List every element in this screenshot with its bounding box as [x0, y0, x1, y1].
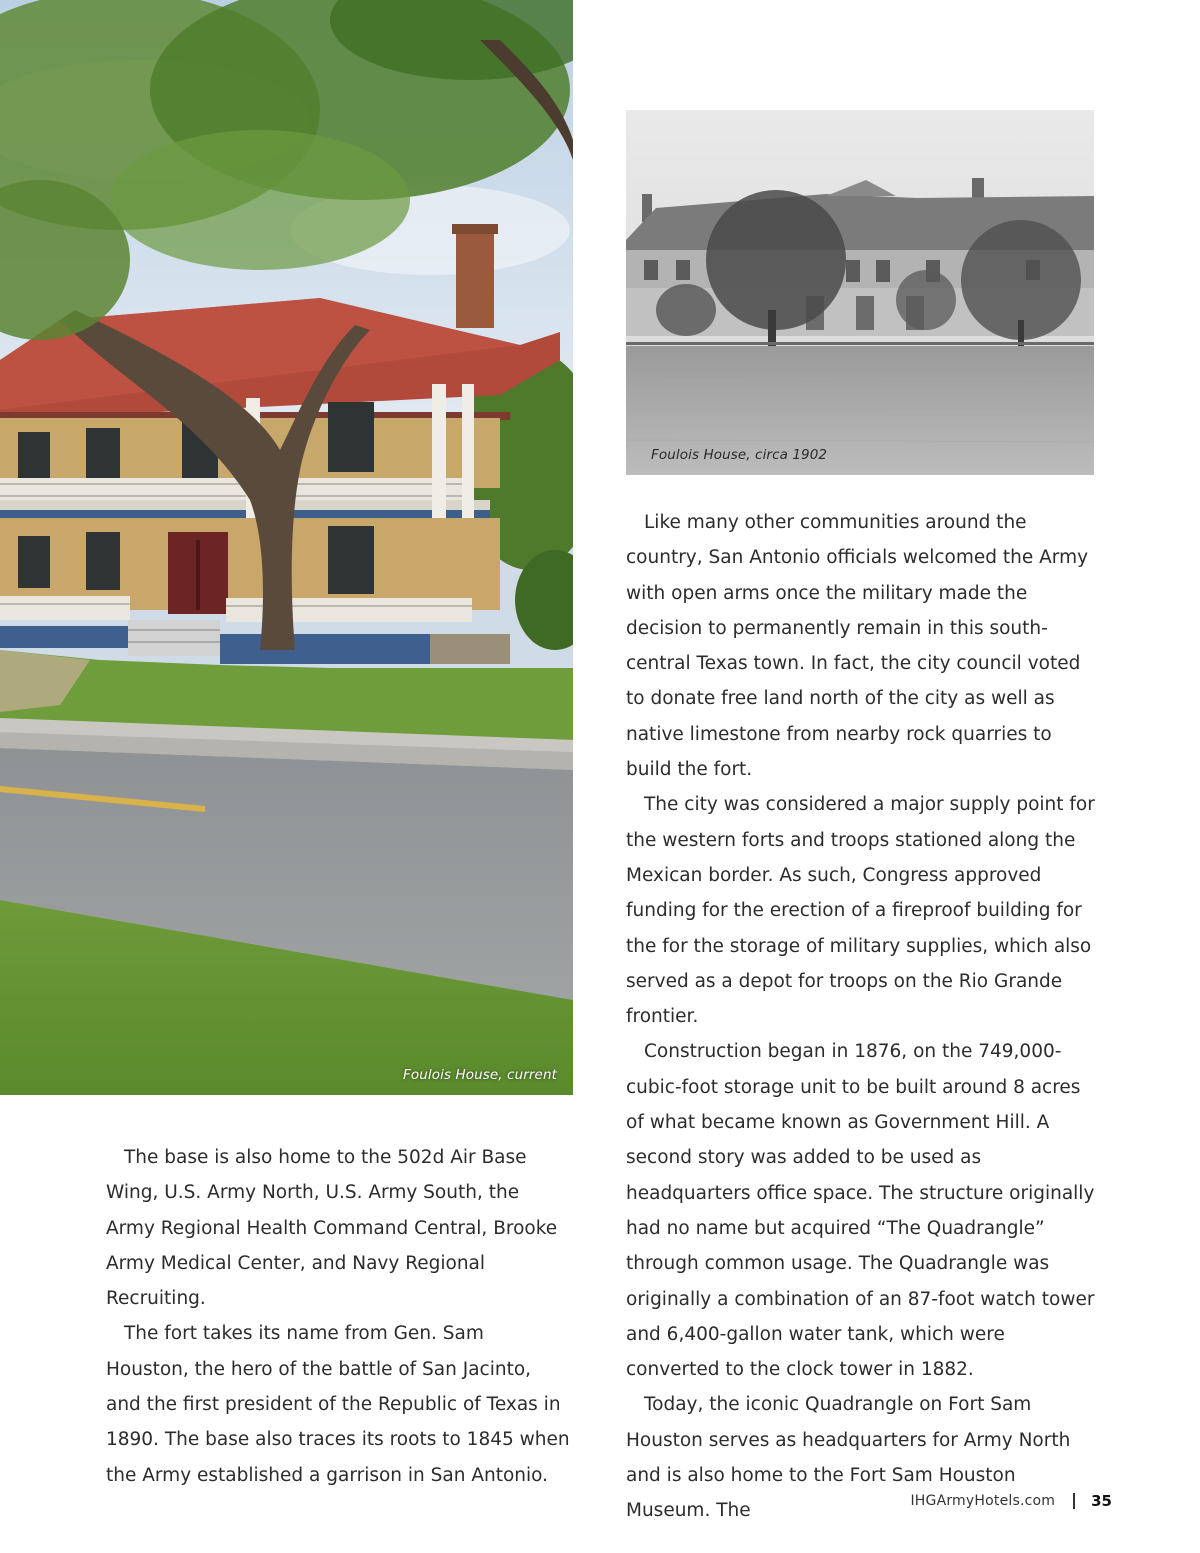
foulois-house-current-photo — [0, 0, 573, 1095]
paragraph: Construction began in 1876, on the 749,000-cubic-foot storage unit to be built around 8 acres of what became known as Government Hill. A second story was added to be used as headquarters office space. The structure originally had no name but acquired “The Quadrangle” through common usage. The Quadrangle was originally a combination of an 87-foot watch tower and 6,400-gallon water tank, which were converted to the clock tower in 1882. — [626, 1041, 1095, 1381]
page-footer — [910, 1490, 1112, 1512]
page-number: 35 — [1091, 1492, 1112, 1510]
current-photo-caption: Foulois House, current — [403, 1067, 557, 1083]
paragraph: The fort takes its name from Gen. Sam Houston, the hero of the battle of San Jacinto, and the first president of the Republic of Texas in 1890. The base also traces its roots to 1845 when the Army established a garrison in San Antonio. — [106, 1323, 570, 1486]
left-text-column — [106, 1140, 570, 1493]
paragraph: The city was considered a major supply point for the western forts and troops stationed along the Mexican border. As such, Congress approved funding for the erection of a fireproof building for the for the storage of military supplies, which also served as a depot for troops on the Rio Grande frontier. — [626, 794, 1095, 1028]
foulois-house-historic-photo — [626, 110, 1094, 475]
foulois-house-current-illustration — [0, 0, 573, 1095]
right-text-column — [626, 505, 1096, 1529]
paragraph: Today, the iconic Quadrangle on Fort Sam Houston serves as headquarters for Army North and is also home to the Fort Sam Houston Museum. The — [626, 1394, 1071, 1522]
footer-divider — [1073, 1493, 1075, 1509]
footer-site-url: IHGArmyHotels.com — [910, 1493, 1056, 1509]
paragraph: The base is also home to the 502d Air Base Wing, U.S. Army North, U.S. Army South, the Army Regional Health Command Central, Brooke Army Medical Center, and Navy Regional Recruiting. — [106, 1147, 558, 1310]
paragraph: Like many other communities around the country, San Antonio officials welcomed the Army with open arms once the military made the decision to permanently remain in this south-central Texas town. In fact, the city council voted to donate free land north of the city as well as native limestone from nearby rock quarries to build the fort. — [626, 512, 1089, 781]
historic-photo-caption: Foulois House, circa 1902 — [651, 447, 828, 463]
foulois-house-historic-illustration — [626, 110, 1094, 475]
